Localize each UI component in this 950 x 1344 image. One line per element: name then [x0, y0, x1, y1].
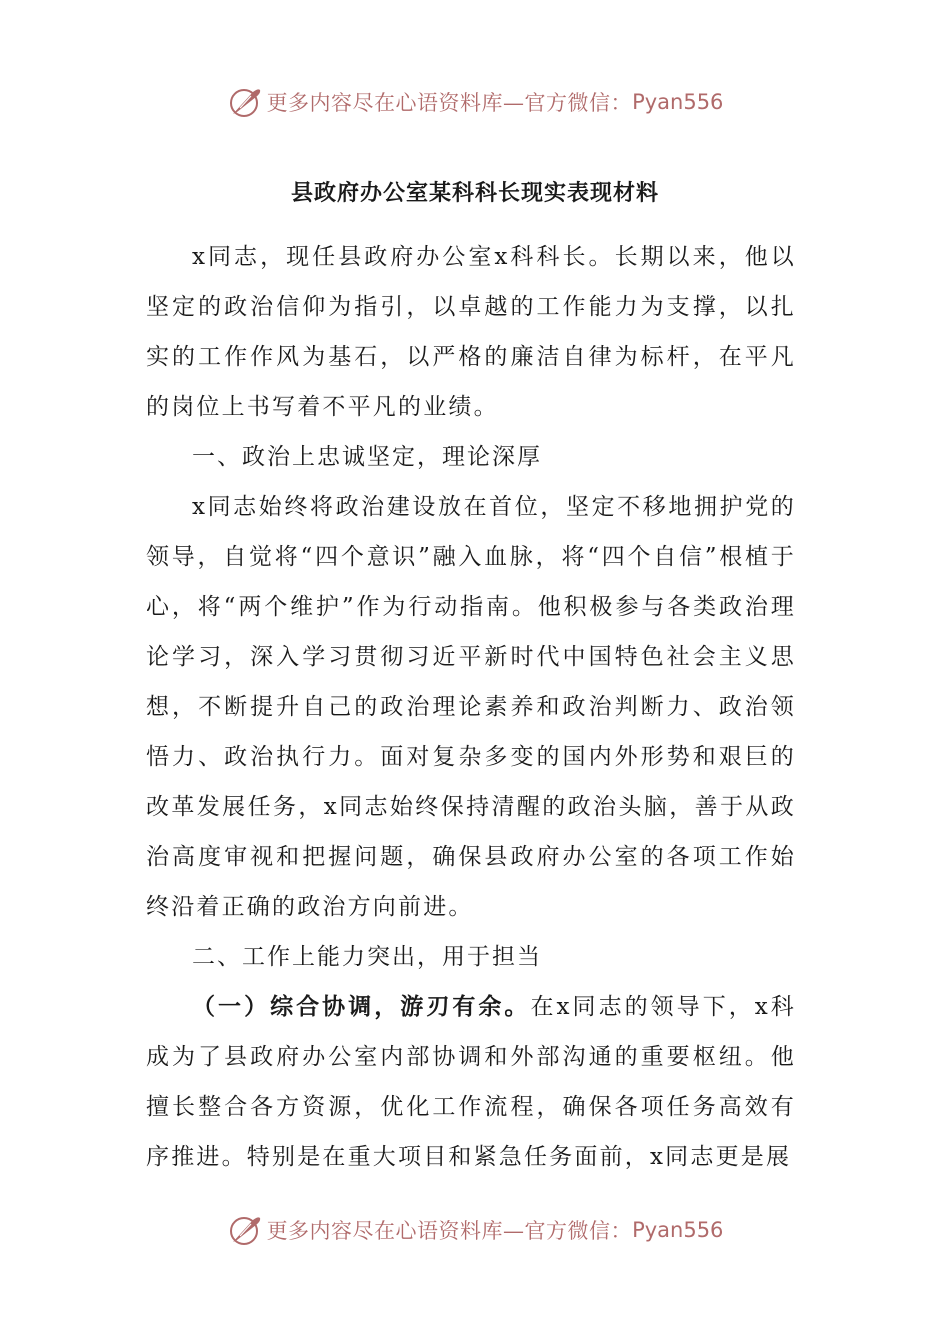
section-heading-political: 一、政治上忠诚坚定，理论深厚: [192, 444, 542, 470]
quill-pen-icon: [227, 1212, 263, 1248]
political-paragraph: x同志始终将政治建设放在首位，坚定不移地拥护党的领导，自觉将“四个意识”融入血脉，将“四个自信”根植于心，将“两个维护”作为行动指南。他积极参与各类政治理论学习，深入学习贯彻习近平新时代中国特色社会主义思想，不断提升自己的政治理论素养和政治判断力、政治领悟力、政治执行力。面对复杂多变的国内外形势和艰巨的改革发展任务，x同志始终保持清醒的政治头脑，善于从政治高度审视和把握问题，确保县政府办公室的各项工作始终沿着正确的政治方向前进。: [146, 494, 796, 920]
watermark-text: 更多内容尽在心语资料库—官方微信：: [266, 1219, 633, 1243]
quill-pen-icon: [227, 84, 263, 120]
coordination-body: 在x同志的领导下，x科成为了县政府办公室内部协调和外部沟通的重要枢纽。他擅长整合各方资源，优化工作流程，确保各项任务高效有序推进。特别是在重大项目和紧急任务面前，x同志更是展: [146, 994, 796, 1170]
watermark-banner-top: [0, 80, 950, 124]
document-body: [146, 232, 796, 1182]
intro-paragraph: x同志，现任县政府办公室x科科长。长期以来，他以坚定的政治信仰为指引，以卓越的工作能力为支撑，以扎实的工作作风为基石，以严格的廉洁自律为标杆，在平凡的岗位上书写着不平凡的业绩。: [146, 244, 796, 420]
watermark-banner-bottom: [0, 1208, 950, 1252]
document-title: 县政府办公室某科科长现实表现材料: [290, 180, 659, 206]
section-heading-work: 二、工作上能力突出，用于担当: [192, 944, 542, 970]
coordination-lead: （一）综合协调，游刃有余。: [192, 994, 531, 1020]
watermark-wechat-id: Pyan556: [632, 1218, 724, 1242]
coordination-paragraph: [146, 982, 796, 1182]
watermark-wechat-id: Pyan556: [632, 90, 724, 114]
watermark-text: 更多内容尽在心语资料库—官方微信：: [266, 91, 633, 115]
